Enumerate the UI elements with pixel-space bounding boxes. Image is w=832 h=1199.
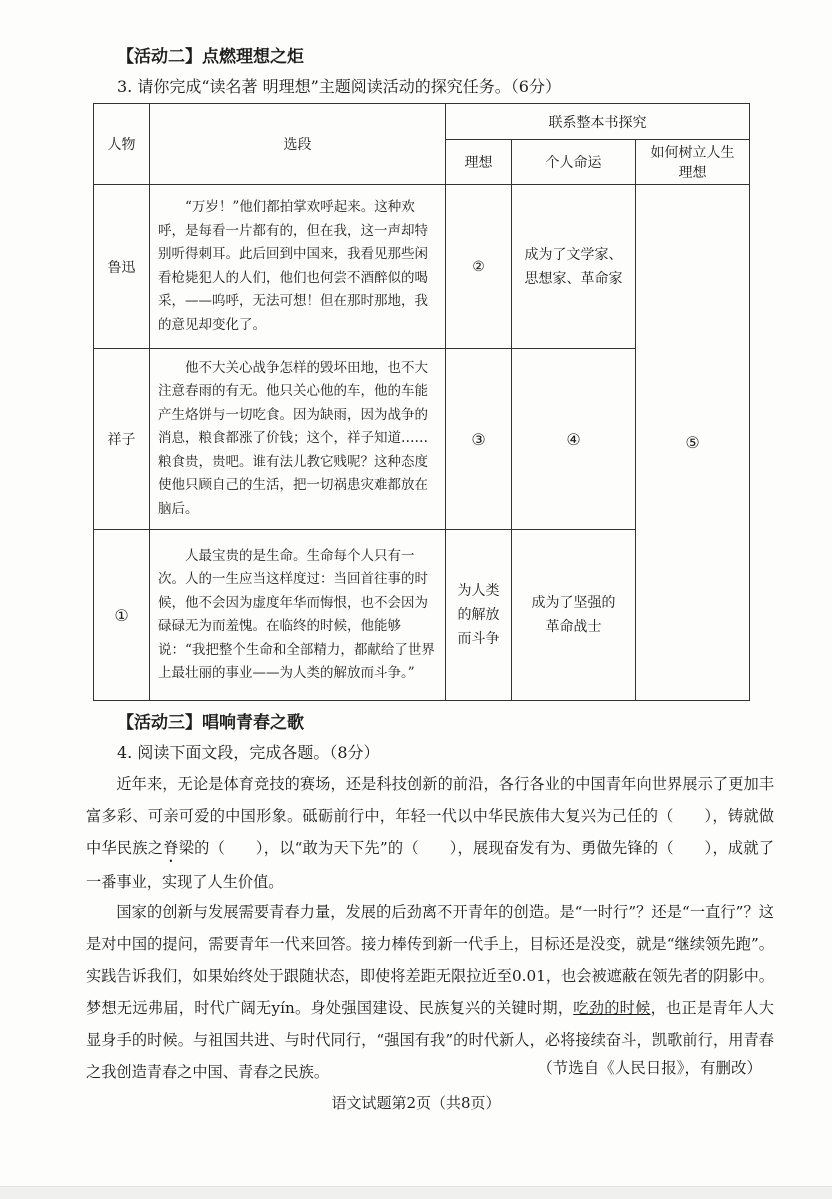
question-3-prompt: 3. 请你完成“读名著 明理想”主题阅读活动的探究任务。（6分） [117, 77, 561, 96]
passage-paragraph-1 [86, 768, 774, 898]
header-whole-book: 联系整本书探究 [446, 104, 750, 140]
excerpt-cell: 他不大关心战争怎样的毁坏田地，也不大注意春雨的有无。他只关心他的车，他的车能产生烙饼与一切吃食。因为缺雨，因为战争的消息，粮食都涨了价钱；这个，祥子知道……粮食贵，贵吧。谁有法儿教它贱呢？这种态度使他只顾自己的生活，把一切祸患灾难都放在脑后。 [150, 349, 446, 530]
viewer-bottom-bar [0, 1186, 832, 1199]
question-4-prompt: 4. 阅读下面文段，完成各题。（8分） [117, 743, 380, 762]
header-how: 如何树立人生理想 [636, 140, 750, 185]
excerpt-cell: “万岁！”他们都拍掌欢呼起来。这种欢呼，是每看一片都有的，但在我，这一声却特别听得刺耳。此后回到中国来，我看见那些闲看枪毙犯人的人们，他们也何尝不酒醉似的喝采，——呜呼，无法可想！但在那时那地，我的意见却变化了。 [150, 185, 446, 349]
emphasis-char: 脊 [163, 839, 179, 857]
underlined-phrase: 吃劲的时候 [573, 999, 651, 1017]
table-row [94, 185, 750, 349]
how-answer-cell: ⑤ [636, 185, 750, 701]
fate-cell: 成为了文学家、思想家、革命家 [512, 185, 636, 349]
ideal-cell: 为人类的解放而斗争 [446, 530, 512, 701]
fate-cell: ④ [512, 349, 636, 530]
excerpt-cell: 人最宝贵的是生命。生命每个人只有一次。人的一生应当这样度过：当回首往事的时候，他不会因为虚度年华而悔恨，也不会因为碌碌无为而羞愧。在临终的时候，他能够说：“我把整个生命和全部精力，都献给了世界上最壮丽的事业——为人类的解放而斗争。” [150, 530, 446, 701]
person-cell: 祥子 [94, 349, 150, 530]
header-person: 人物 [94, 104, 150, 185]
activity-2-heading: 【活动二】点燃理想之炬 [117, 47, 304, 67]
passage-text: 梁的（ ），以“敢为天下先”的（ ），展现奋发有为、勇做先锋的（ ），成就了一番事业，实现了人生价值。 [86, 839, 775, 891]
person-cell: ① [94, 530, 150, 701]
passage-text: ，也正是青年人大显身手的时候。与祖国共进、与时代同行，“强国有我”的时代新人，必将接续奋斗，凯歌前行，用青春之我创造青春之中国、青春之民族。 [86, 999, 774, 1081]
header-fate: 个人命运 [512, 140, 636, 185]
ideal-cell: ② [446, 185, 512, 349]
passage-text: 近年来，无论是体育竞技的赛场，还是科技创新的前沿，各行各业的中国青年向世界展示了更加丰富多彩、可亲可爱的中国形象。砥砺前行中，年轻一代以中华民族伟大复兴为己任的（ ），铸就做中华民族之 [86, 775, 774, 857]
header-excerpt: 选段 [150, 104, 446, 185]
header-ideal: 理想 [446, 140, 512, 185]
page-footer: 语文试题第2页（共8页） [331, 1094, 501, 1112]
fate-cell: 成为了坚强的革命战士 [512, 530, 636, 701]
activity-3-heading: 【活动三】唱响青春之歌 [117, 713, 304, 733]
ideal-cell: ③ [446, 349, 512, 530]
passage-text: 国家的创新与发展需要青春力量，发展的后劲离不开青年的创造。是“一时行”？还是“一直行”？这是对中国的提问，需要青年一代来回答。接力棒传到新一代手上，目标还是没变，就是“继续领先跑”。实践告诉我们，如果始终处于跟随状态，即使将差距无限拉近至0.01，也会被遮蔽在领先者的阴影中。梦想无远弗届，时代广阔无yín。身处强国建设、民族复兴的关键时期， [86, 903, 774, 1017]
source-note: （节选自《人民日报》，有删改） [537, 1059, 762, 1077]
person-cell: 鲁迅 [94, 185, 150, 349]
exploration-table [93, 103, 750, 701]
